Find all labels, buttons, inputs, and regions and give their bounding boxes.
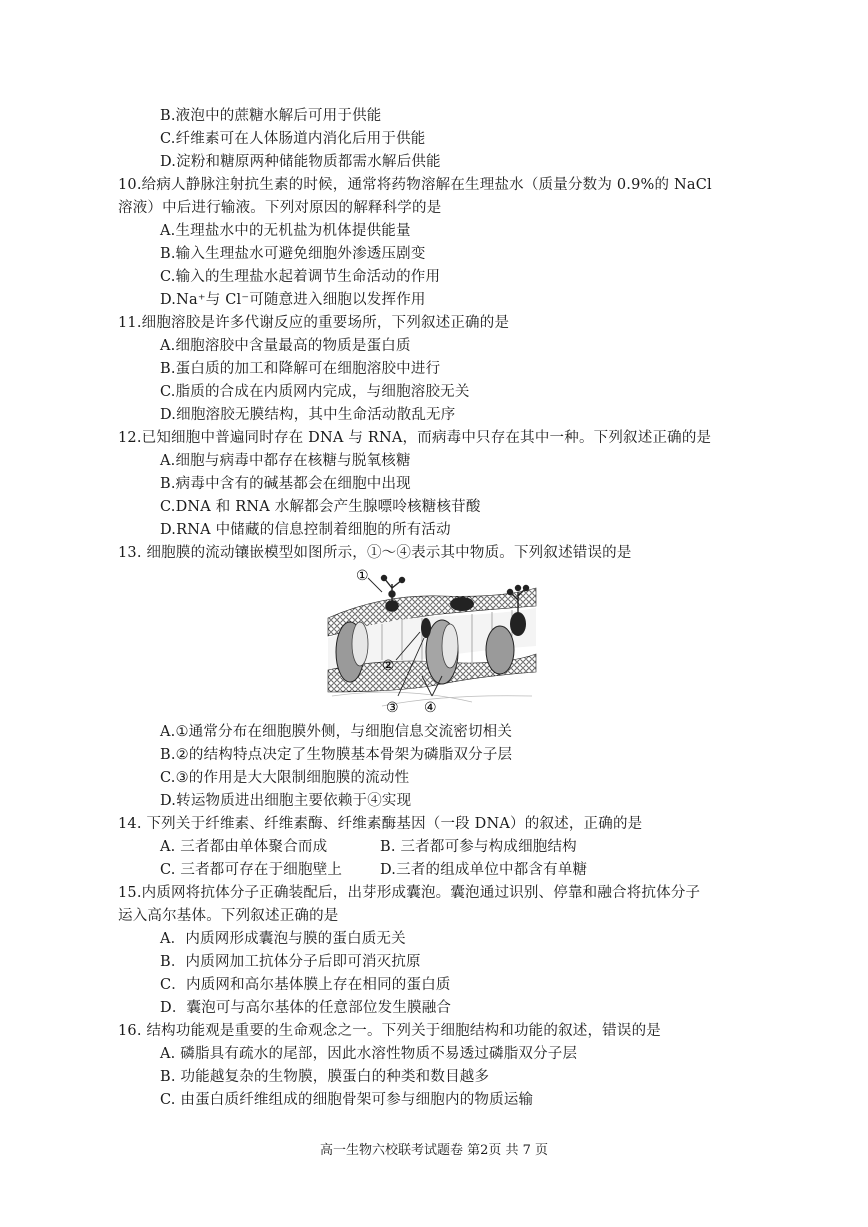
q15-option-d: D．囊泡可与高尔基体的任意部位发生膜融合 [160, 1000, 452, 1016]
q11-stem: 11.细胞溶胶是许多代谢反应的重要场所，下列叙述正确的是 [118, 315, 510, 331]
q14-option-b: B. 三者都可参与构成细胞结构 [380, 839, 577, 855]
label-3: ③ [386, 700, 399, 716]
cell-membrane-diagram [322, 566, 542, 716]
q10-stem-2: 溶液）中后进行输液。下列对原因的解释科学的是 [118, 200, 442, 216]
q16-option-a: A. 磷脂具有疏水的尾部，因此水溶性物质不易透过磷脂双分子层 [160, 1046, 578, 1062]
q15-option-c: C．内质网和高尔基体膜上存在相同的蛋白质 [160, 977, 451, 993]
q12-option-c: C.DNA 和 RNA 水解都会产生腺嘌呤核糖核苷酸 [160, 499, 481, 515]
q10-option-d: D.Na⁺与 Cl⁻可随意进入细胞以发挥作用 [160, 292, 426, 308]
q13-option-b: B.②的结构特点决定了生物膜基本骨架为磷脂双分子层 [160, 747, 513, 763]
q15-stem-1: 15.内质网将抗体分子正确装配后，出芽形成囊泡。囊泡通过识别、停靠和融合将抗体分子 [118, 885, 701, 901]
q9-option-b: B.液泡中的蔗糖水解后可用于供能 [160, 108, 382, 124]
q14-option-c: C. 三者都可存在于细胞壁上 [160, 862, 343, 878]
q11-option-d: D.细胞溶胶无膜结构，其中生命活动散乱无序 [160, 407, 456, 423]
q9-option-d: D.淀粉和糖原两种储能物质都需水解后供能 [160, 154, 441, 170]
q10-stem-1: 10.给病人静脉注射抗生素的时候，通常将药物溶解在生理盐水（质量分数为 0.9%的 NaCl [118, 177, 712, 193]
q10-option-b: B.输入生理盐水可避免细胞外渗透压剧变 [160, 246, 426, 262]
q14-option-a: A. 三者都由单体聚合而成 [160, 839, 328, 855]
q15-option-a: A．内质网形成囊泡与膜的蛋白质无关 [160, 931, 406, 947]
q9-option-c: C.纤维素可在人体肠道内消化后用于供能 [160, 131, 426, 147]
label-2: ② [382, 658, 395, 674]
q10-option-a: A.生理盐水中的无机盐为机体提供能量 [160, 223, 411, 239]
q16-option-c: C. 由蛋白质纤维组成的细胞骨架可参与细胞内的物质运输 [160, 1092, 534, 1108]
q12-option-b: B.病毒中含有的碱基都会在细胞中出现 [160, 476, 411, 492]
q11-option-a: A.细胞溶胶中含量最高的物质是蛋白质 [160, 338, 411, 354]
q16-stem: 16. 结构功能观是重要的生命观念之一。下列关于细胞结构和功能的叙述，错误的是 [118, 1023, 661, 1039]
q13-option-c: C.③的作用是大大限制细胞膜的流动性 [160, 770, 410, 786]
q12-stem: 12.已知细胞中普遍同时存在 DNA 与 RNA，而病毒中只存在其中一种。下列叙述正确的是 [118, 430, 712, 446]
q13-option-d: D.转运物质进出细胞主要依赖于④实现 [160, 793, 412, 809]
label-4: ④ [424, 700, 437, 716]
q13-option-a: A.①通常分布在细胞膜外侧，与细胞信息交流密切相关 [160, 724, 513, 740]
q10-option-c: C.输入的生理盐水起着调节生命活动的作用 [160, 269, 441, 285]
q15-stem-2: 运入高尔基体。下列叙述正确的是 [118, 908, 339, 924]
q14-stem: 14. 下列关于纤维素、纤维素酶、纤维素酶基因（一段 DNA）的叙述，正确的是 [118, 816, 643, 832]
q14-option-d: D.三者的组成单位中都含有单糖 [380, 862, 588, 878]
q12-option-a: A.细胞与病毒中都存在核糖与脱氧核糖 [160, 453, 411, 469]
q11-option-c: C.脂质的合成在内质网内完成，与细胞溶胶无关 [160, 384, 470, 400]
q13-stem: 13. 细胞膜的流动镶嵌模型如图所示，①～④表示其中物质。下列叙述错误的是 [118, 545, 632, 561]
q15-option-b: B．内质网加工抗体分子后即可消灭抗原 [160, 954, 421, 970]
page-footer: 高一生物六校联考试题卷 第2页 共 7 页 [319, 1143, 549, 1158]
q16-option-b: B. 功能越复杂的生物膜，膜蛋白的种类和数目越多 [160, 1069, 490, 1085]
q11-option-b: B.蛋白质的加工和降解可在细胞溶胶中进行 [160, 361, 441, 377]
label-1: ① [356, 568, 369, 584]
q12-option-d: D.RNA 中储藏的信息控制着细胞的所有活动 [160, 522, 451, 538]
